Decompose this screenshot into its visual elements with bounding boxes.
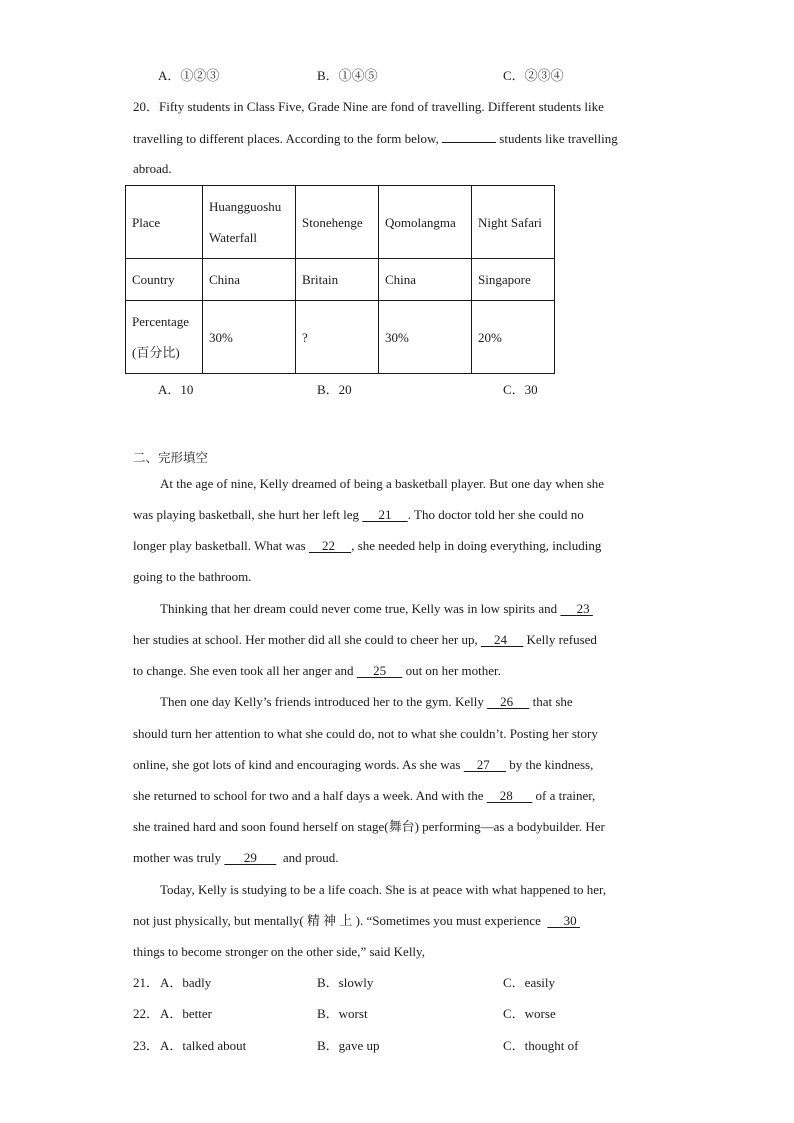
blank-26: 26: [500, 694, 514, 709]
p3-line4: she returned to school for two and a half days a week. And with the 28 of a trainer,: [133, 786, 595, 806]
blank-24: 24: [494, 632, 508, 647]
p1-line2: was playing basketball, she hurt her left leg 21 . Tho doctor told her she could no: [133, 505, 584, 525]
q19-option-c: C．②③④: [503, 68, 564, 83]
p2-line1: Thinking that her dream could never come true, Kelly was in low spirits and 23: [160, 599, 593, 619]
table-cell: ?: [296, 301, 379, 374]
table-cell: Qomolangma: [379, 186, 472, 259]
q21-option-c: C．easily: [503, 975, 555, 990]
q21-option-a: A．badly: [160, 975, 212, 990]
p3-line6: mother was truly 29 and proud.: [133, 848, 338, 868]
q22-option-a: A．better: [160, 1006, 212, 1021]
p1-line1: At the age of nine, Kelly dreamed of being a basketball player. But one day when she: [160, 476, 605, 491]
table-cell: Huangguoshu Waterfall: [203, 186, 296, 259]
p3-line3: online, she got lots of kind and encouraging words. As she was 27 by the kindness,: [133, 755, 593, 775]
p2-line3: to change. She even took all her anger and 25 out on her mother.: [133, 661, 501, 681]
p2-line2: her studies at school. Her mother did all she could to cheer her up, 24 Kelly refused: [133, 630, 597, 650]
p4-line3: things to become stronger on the other side,” said Kelly,: [133, 944, 425, 959]
q23-option-b: B．gave up: [317, 1038, 380, 1053]
p4-line2: not just physically, but mentally( 精 神 上 ). “Sometimes you must experience 30: [133, 911, 580, 931]
q21-number: 21．: [133, 975, 160, 990]
q19-option-b: B．①④⑤: [317, 68, 378, 83]
q22-option-b: B．worst: [317, 1006, 368, 1021]
q23-option-c: C．thought of: [503, 1038, 579, 1053]
q20-line2: travelling to different places. According to the form below, students like travelling: [133, 128, 618, 149]
blank-30: 30: [563, 913, 577, 928]
table-cell: 20%: [472, 301, 555, 374]
table-cell: Night Safari: [472, 186, 555, 259]
q20-line3: abroad.: [133, 161, 172, 176]
p1-line4: going to the bathroom.: [133, 569, 252, 584]
table-cell: China: [203, 259, 296, 301]
p3-line5: she trained hard and soon found herself on stage(舞台) performing—as a bodybuilder. Her: [133, 819, 605, 834]
table-cell: Britain: [296, 259, 379, 301]
table-cell: Country: [126, 259, 203, 301]
q21-option-b: B．slowly: [317, 975, 374, 990]
table-row: [126, 301, 555, 374]
travel-table: [125, 185, 555, 374]
q20-line1: 20．Fifty students in Class Five, Grade Nine are fond of travelling. Different students like: [133, 99, 604, 114]
blank-22: 22: [321, 538, 335, 553]
blank-29: 29: [243, 850, 257, 865]
table-cell: China: [379, 259, 472, 301]
blank-25: 25: [373, 663, 387, 678]
table-row: [126, 259, 555, 301]
table-cell: 30%: [379, 301, 472, 374]
blank-23: 23: [576, 601, 590, 616]
q19-option-a: A．①②③: [158, 68, 220, 83]
p3-line2: should turn her attention to what she could do, not to what she couldn’t. Posting her story: [133, 726, 598, 741]
q22-number: 22．: [133, 1006, 160, 1021]
q20-option-a: A．10: [158, 382, 194, 397]
table-cell: Percentage (百分比): [126, 301, 203, 374]
q20-option-b: B．20: [317, 382, 352, 397]
table-cell: Singapore: [472, 259, 555, 301]
blank-21: 21: [378, 507, 392, 522]
table-cell: 30%: [203, 301, 296, 374]
blank-28: 28: [499, 788, 513, 803]
answer-blank: [442, 128, 496, 143]
p4-line1: Today, Kelly is studying to be a life coach. She is at peace with what happened to her,: [160, 882, 607, 897]
q22-option-c: C．worse: [503, 1006, 556, 1021]
table-cell: Stonehenge: [296, 186, 379, 259]
section-title: 二、完形填空: [133, 450, 209, 465]
blank-27: 27: [476, 757, 490, 772]
q23-number: 23．: [133, 1038, 160, 1053]
q23-option-a: A．talked about: [160, 1038, 247, 1053]
q20-option-c: C．30: [503, 382, 538, 397]
table-row: [126, 186, 555, 259]
p3-line1: Then one day Kelly’s friends introduced her to the gym. Kelly 26 that she: [160, 692, 573, 712]
p1-line3: longer play basketball. What was 22 , she needed help in doing everything, including: [133, 536, 601, 556]
table-cell: Place: [126, 186, 203, 259]
